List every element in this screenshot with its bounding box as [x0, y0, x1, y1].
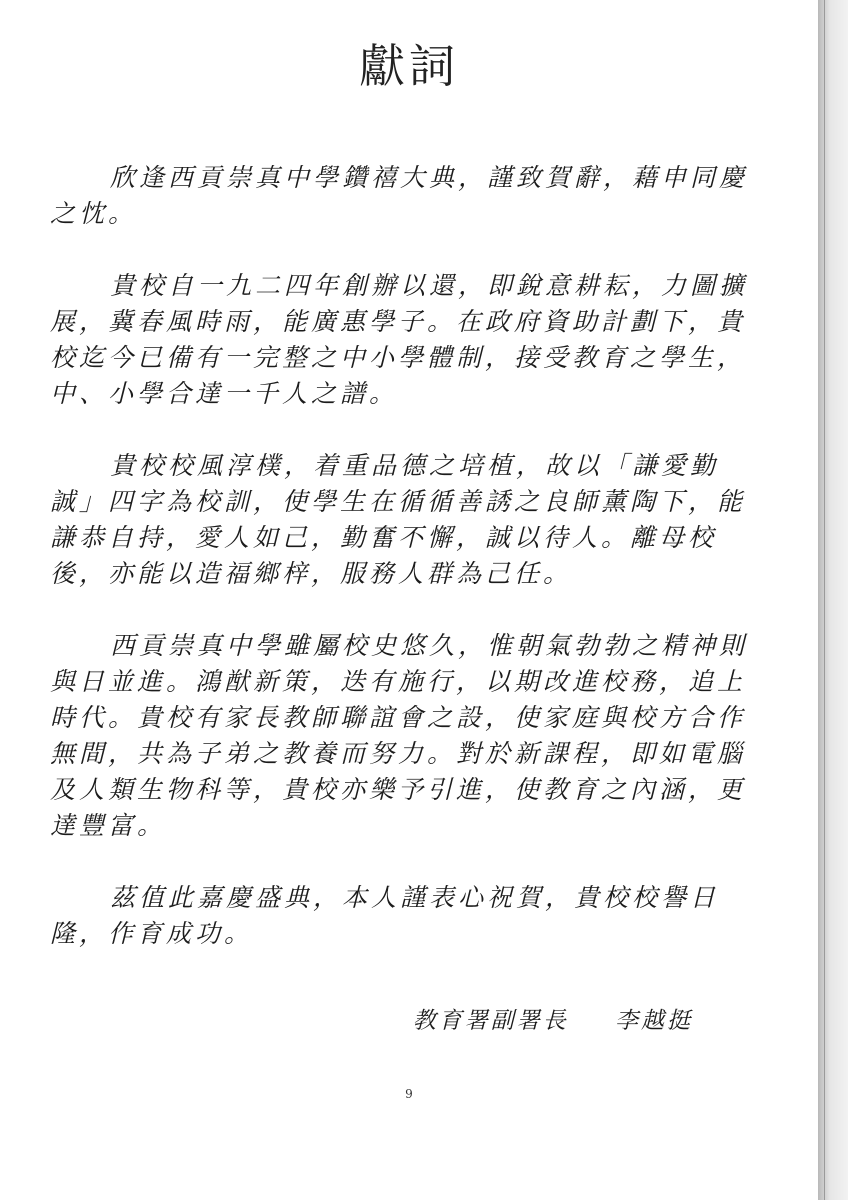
signature-name: 李越挺: [615, 1008, 693, 1034]
page-number: 9: [405, 1087, 413, 1101]
paragraph-5: 茲值此嘉慶盛典，本人謹表心祝賀，貴校校譽日隆，作育成功。: [50, 883, 720, 948]
paragraph-3: 貴校校風淳樸，着重品德之培植，故以「謙愛勤誠」四字為校訓，使學生在循循善誘之良師薰陶下，能謙恭自持，愛人如己，勤奮不懈，誠以待人。離母校後，亦能以造福鄉梓，服務人群為己任。: [50, 451, 747, 588]
paragraph-1: 欣逢西貢崇真中學鑽禧大典，謹致賀辭，藉申同慶之忱。: [50, 163, 749, 228]
binding-line: [824, 0, 825, 1200]
page-title: 獻詞: [359, 39, 459, 93]
paragraph-4: 西貢崇真中學雖屬校史悠久，惟朝氣勃勃之精神則與日並進。鴻猷新策，迭有施行，以期改進校務，追上時代。貴校有家長教師聯誼會之設，使家庭與校方合作無間，共為子弟之教養而努力。對於新課程，即如電腦及人類生物科等，貴校亦樂予引進，使教育之內涵，更達豐富。: [50, 631, 749, 840]
signature-block: [413, 1002, 693, 1035]
adjacent-page-edge: [818, 0, 848, 1200]
signature-title: 教育署副署長: [412, 1008, 569, 1034]
paragraph-2: 貴校自一九二四年創辦以還，即銳意耕耘，力圖擴展，冀春風時雨，能廣惠學子。在政府資助計劃下，貴校迄今已備有一完整之中小學體制，接受教育之學生，中、小學合達一千人之譜。: [50, 271, 749, 408]
dedication-body: [50, 160, 750, 988]
